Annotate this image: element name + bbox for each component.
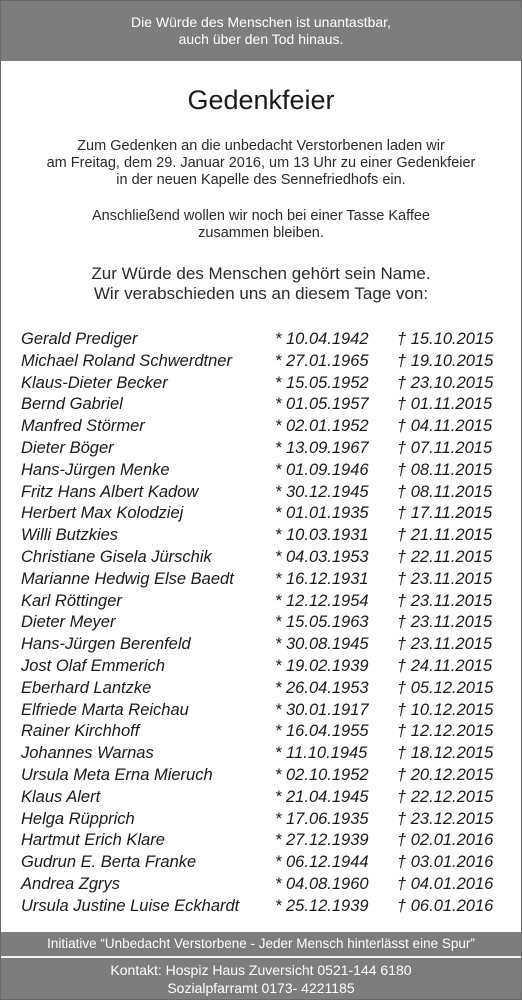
list-item [21, 656, 503, 678]
entry-name: Hans-Jürgen Berenfeld [21, 635, 191, 654]
entry-birth-date: * 10.03.1931 [275, 526, 369, 545]
entry-name: Bernd Gabriel [21, 395, 123, 414]
entry-name: Dieter Böger [21, 438, 114, 457]
list-item [21, 482, 503, 504]
entry-birth-date: * 30.01.1917 [275, 700, 369, 719]
header-line-1: Die Würde des Menschen ist unantastbar, [131, 14, 391, 30]
page-title: Gedenkfeier [187, 85, 335, 115]
entry-name: Karl Röttinger [21, 591, 122, 610]
entry-birth-date: * 15.05.1952 [275, 373, 369, 392]
entry-birth-date: * 15.05.1963 [275, 613, 369, 632]
entry-birth-date: * 04.03.1953 [275, 547, 369, 566]
entry-name: Klaus-Dieter Becker [21, 373, 168, 392]
contact-line-1: Kontakt: Hospiz Haus Zuversicht 0521-144 6180 [110, 961, 412, 978]
entry-birth-date: * 16.12.1931 [275, 569, 369, 588]
invitation-paragraph [1, 138, 521, 189]
top-banner [1, 1, 521, 61]
entry-name: Ursula Justine Luise Eckhardt [21, 896, 240, 915]
coffee-paragraph [1, 208, 521, 242]
entry-death-date: † 05.12.2015 [397, 678, 494, 697]
entry-birth-date: * 16.04.1955 [275, 722, 369, 741]
entry-name: Helga Rüpprich [21, 809, 135, 828]
entry-name: Manfred Störmer [21, 417, 145, 436]
list-item [21, 678, 503, 700]
entry-name: Fritz Hans Albert Kadow [21, 482, 199, 501]
initiative-text: Initiative “Unbedacht Verstorbene - Jeder Mensch hinterlässt eine Spur” [47, 935, 475, 951]
intro-line-1: Zum Gedenken an die unbedacht Verstorbenen laden wir [77, 138, 445, 154]
entry-death-date: † 24.11.2015 [397, 656, 493, 675]
entry-death-date: † 15.10.2015 [397, 330, 494, 348]
entry-death-date: † 03.01.2016 [397, 853, 494, 872]
entry-name: Herbert Max Kolodziej [21, 504, 184, 523]
list-item [21, 547, 503, 569]
list-item [21, 460, 503, 482]
entry-name: Hartmut Erich Klare [21, 831, 165, 850]
entry-birth-date: * 19.02.1939 [275, 656, 369, 675]
list-item [21, 830, 503, 852]
entry-death-date: † 21.11.2015 [397, 526, 493, 545]
list-item [21, 896, 503, 918]
entry-death-date: † 23.12.2015 [397, 809, 494, 828]
entry-death-date: † 02.01.2016 [397, 831, 494, 850]
entry-birth-date: * 01.09.1946 [275, 460, 369, 479]
dignity-line-2: Wir verabschieden uns an diesem Tage von: [93, 284, 429, 303]
list-item [21, 874, 503, 896]
entry-birth-date: * 26.04.1953 [275, 678, 369, 697]
entry-death-date: † 23.11.2015 [397, 591, 493, 610]
list-item [21, 612, 503, 634]
entry-death-date: † 20.12.2015 [397, 765, 494, 784]
list-item [21, 438, 503, 460]
entry-death-date: † 08.11.2015 [397, 460, 493, 479]
entry-birth-date: * 30.08.1945 [275, 635, 369, 654]
entry-name: Andrea Zgrys [21, 874, 121, 893]
entry-birth-date: * 21.04.1945 [275, 787, 369, 806]
entry-death-date: † 19.10.2015 [397, 351, 494, 370]
entry-birth-date: * 10.04.1942 [275, 330, 369, 348]
entry-birth-date: * 01.01.1935 [275, 504, 369, 523]
entry-name: Johannes Warnas [21, 744, 154, 763]
entry-death-date: † 23.10.2015 [397, 373, 494, 392]
list-item [21, 721, 503, 743]
entry-death-date: † 12.12.2015 [397, 722, 494, 741]
list-item [21, 373, 503, 395]
list-item [21, 329, 503, 351]
entry-birth-date: * 11.10.1945 [275, 744, 368, 763]
entry-name: Dieter Meyer [21, 613, 116, 632]
entry-birth-date: * 27.01.1965 [275, 351, 369, 370]
entry-birth-date: * 17.06.1935 [275, 809, 369, 828]
entry-name: Klaus Alert [21, 787, 101, 806]
list-item [21, 503, 503, 525]
entry-name: Marianne Hedwig Else Baedt [21, 569, 234, 588]
list-item [21, 852, 503, 874]
entry-birth-date: * 30.12.1945 [275, 482, 369, 501]
entry-death-date: † 07.11.2015 [397, 438, 493, 457]
entry-death-date: † 22.12.2015 [397, 787, 494, 806]
list-item [21, 765, 503, 787]
entry-birth-date: * 12.12.1954 [275, 591, 369, 610]
entry-birth-date: * 13.09.1967 [275, 438, 369, 457]
entry-death-date: † 04.01.2016 [397, 874, 494, 893]
list-item [21, 394, 503, 416]
footer-divider [1, 956, 521, 958]
entry-name: Jost Olaf Emmerich [21, 656, 165, 675]
entry-death-date: † 18.12.2015 [397, 744, 494, 763]
entry-name: Christiane Gisela Jürschik [21, 547, 212, 566]
header-line-2: auch über den Tod hinaus. [178, 31, 344, 47]
intro-line-3: in der neuen Kapelle des Sennefriedhofs ein. [116, 172, 406, 188]
dignity-paragraph [1, 264, 521, 304]
bottom-banner [1, 932, 521, 999]
list-item [21, 591, 503, 613]
deceased-list [21, 329, 503, 918]
entry-name: Rainer Kirchhoff [21, 722, 140, 741]
intro-line-2: am Freitag, dem 29. Januar 2016, um 13 Uhr zu einer Gedenkfeier [46, 155, 476, 171]
list-item [21, 809, 503, 831]
entry-name: Gerald Prediger [21, 330, 138, 348]
entry-birth-date: * 06.12.1944 [275, 853, 369, 872]
entry-birth-date: * 04.08.1960 [275, 874, 369, 893]
entry-birth-date: * 01.05.1957 [275, 395, 369, 414]
entry-name: Eberhard Lantzke [21, 678, 152, 697]
list-item [21, 525, 503, 547]
contact-line-2: Sozialpfarramt 0173- 4221185 [167, 979, 355, 996]
entry-name: Hans-Jürgen Menke [21, 460, 170, 479]
list-item [21, 787, 503, 809]
entry-death-date: † 06.01.2016 [397, 896, 494, 915]
dignity-line-1: Zur Würde des Menschen gehört sein Name. [91, 264, 431, 283]
entry-death-date: † 08.11.2015 [397, 482, 493, 501]
entry-birth-date: * 02.10.1952 [275, 765, 369, 784]
entry-death-date: † 10.12.2015 [397, 700, 494, 719]
entry-death-date: † 17.11.2015 [397, 504, 493, 523]
list-item [21, 700, 503, 722]
coffee-line-1: Anschließend wollen wir noch bei einer Tasse Kaffee [92, 208, 430, 224]
list-item [21, 569, 503, 591]
entry-birth-date: * 02.01.1952 [275, 417, 369, 436]
entry-name: Ursula Meta Erna Mieruch [21, 765, 213, 784]
entry-birth-date: * 27.12.1939 [275, 831, 369, 850]
entry-death-date: † 04.11.2015 [397, 417, 493, 436]
coffee-line-2: zusammen bleiben. [198, 225, 324, 241]
entry-death-date: † 23.11.2015 [397, 569, 493, 588]
entry-death-date: † 22.11.2015 [397, 547, 493, 566]
entry-birth-date: * 25.12.1939 [275, 896, 369, 915]
entry-name: Willi Butzkies [21, 526, 119, 545]
list-item [21, 351, 503, 373]
entry-name: Michael Roland Schwerdtner [21, 351, 232, 370]
entry-death-date: † 23.11.2015 [397, 635, 493, 654]
entry-name: Gudrun E. Berta Franke [21, 853, 197, 872]
entry-death-date: † 23.11.2015 [397, 613, 493, 632]
list-item [21, 416, 503, 438]
entry-death-date: † 01.11.2015 [397, 395, 493, 414]
list-item [21, 743, 503, 765]
entry-name: Elfriede Marta Reichau [21, 700, 189, 719]
list-item [21, 634, 503, 656]
